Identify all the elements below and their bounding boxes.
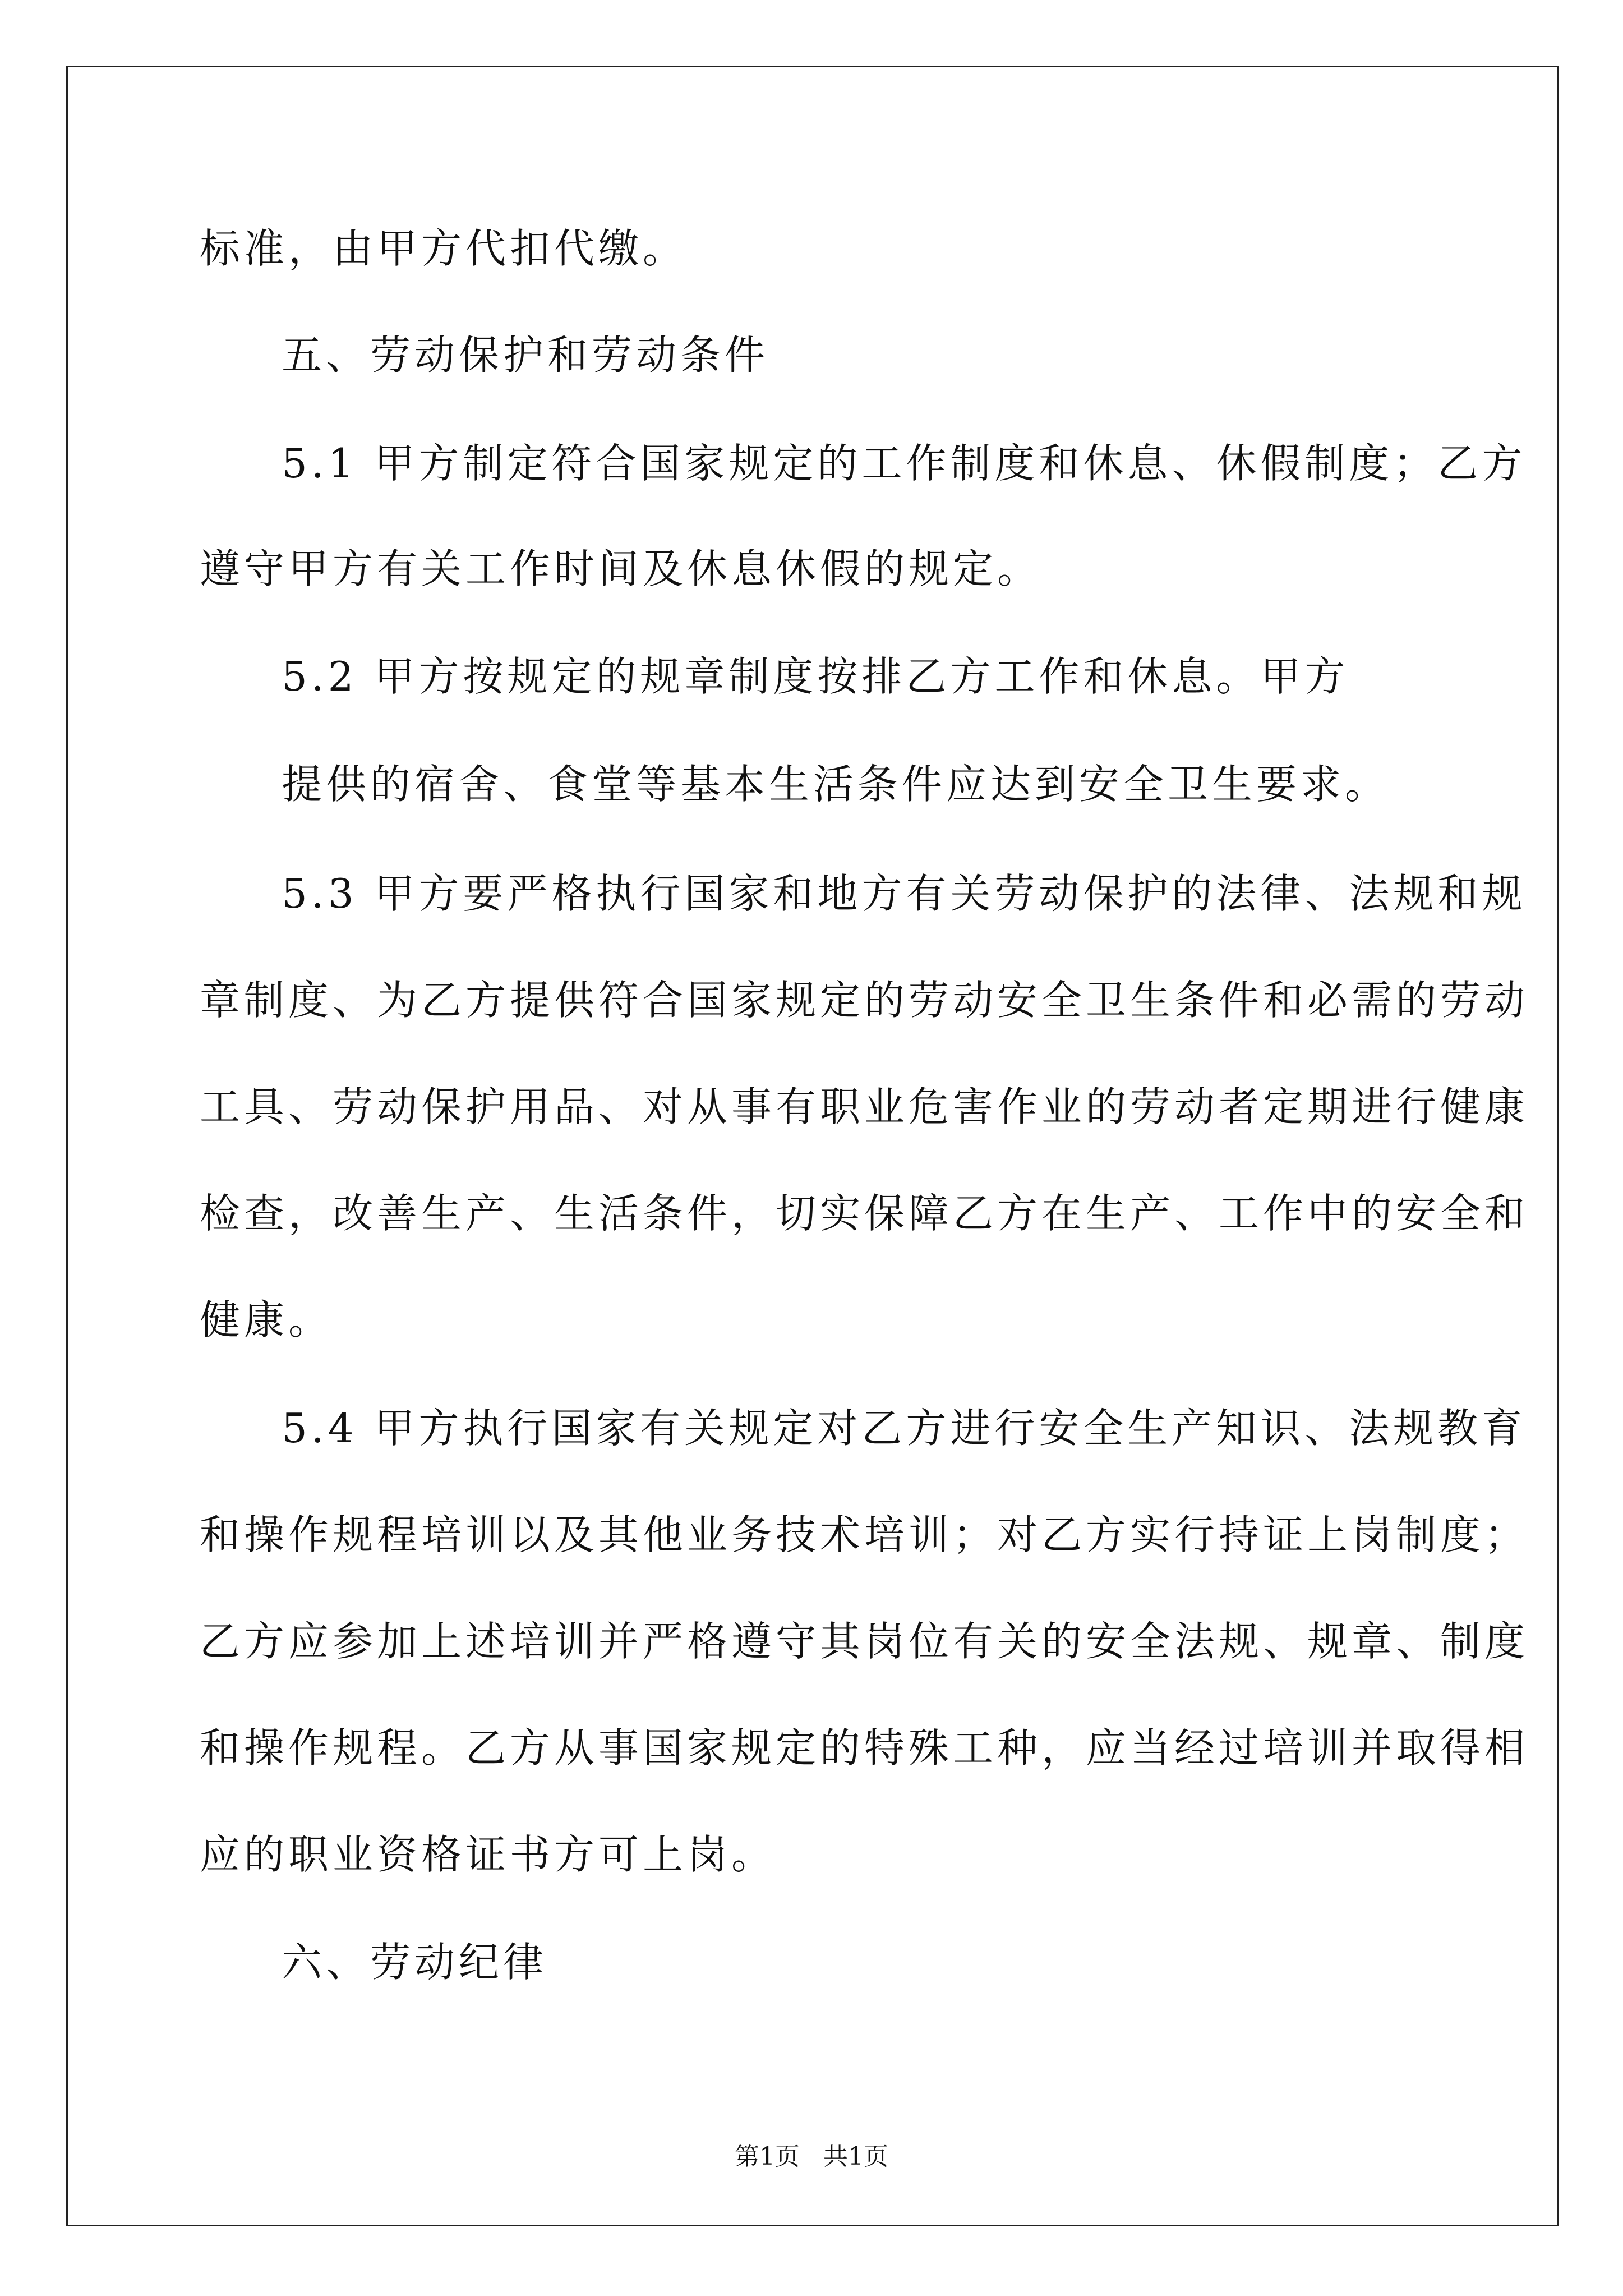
- section-heading-6: 六、劳动纪律: [282, 1939, 548, 1986]
- clause-5-3-line-3: 工具、劳动保护用品、对从事有职业危害作业的劳动者定期进行健康: [200, 1083, 1529, 1130]
- clause-5-4-line-2: 和操作规程培训以及其他业务技术培训；对乙方实行持证上岗制度；: [200, 1511, 1529, 1558]
- clause-5-2-line-2: 提供的宿舍、食堂等基本生活条件应达到安全卫生要求。: [282, 761, 1390, 808]
- clause-5-3-line-2: 章制度、为乙方提供符合国家规定的劳动安全卫生条件和必需的劳动: [200, 977, 1529, 1024]
- clause-5-4-line-3: 乙方应参加上述培训并严格遵守其岗位有关的安全法规、规章、制度: [200, 1618, 1529, 1665]
- clause-5-1-line-2: 遵守甲方有关工作时间及休息休假的规定。: [200, 545, 1042, 592]
- clause-5-3-line-1: 5.3 甲方要严格执行国家和地方有关劳动保护的法律、法规和规: [282, 870, 1527, 917]
- section-heading-5: 五、劳动保护和劳动条件: [282, 332, 769, 379]
- clause-5-1-line-1: 5.1 甲方制定符合国家规定的工作制度和休息、休假制度；乙方: [282, 440, 1527, 487]
- clause-5-4-line-4: 和操作规程。乙方从事国家规定的特殊工种，应当经过培训并取得相: [200, 1724, 1529, 1772]
- clause-5-3-line-5: 健康。: [200, 1296, 333, 1343]
- page-footer: 第1页 共1页: [735, 2142, 888, 2171]
- body-line-1: 标准，由甲方代扣代缴。: [200, 225, 688, 272]
- clause-5-4-line-5: 应的职业资格证书方可上岗。: [200, 1831, 776, 1878]
- page-border: [66, 66, 1559, 2226]
- clause-5-4-line-1: 5.4 甲方执行国家有关规定对乙方进行安全生产知识、法规教育: [282, 1405, 1527, 1452]
- clause-5-2-line-1: 5.2 甲方按规定的规章制度按排乙方工作和休息。甲方: [282, 653, 1349, 700]
- clause-5-3-line-4: 检查，改善生产、生活条件，切实保障乙方在生产、工作中的安全和: [200, 1190, 1529, 1237]
